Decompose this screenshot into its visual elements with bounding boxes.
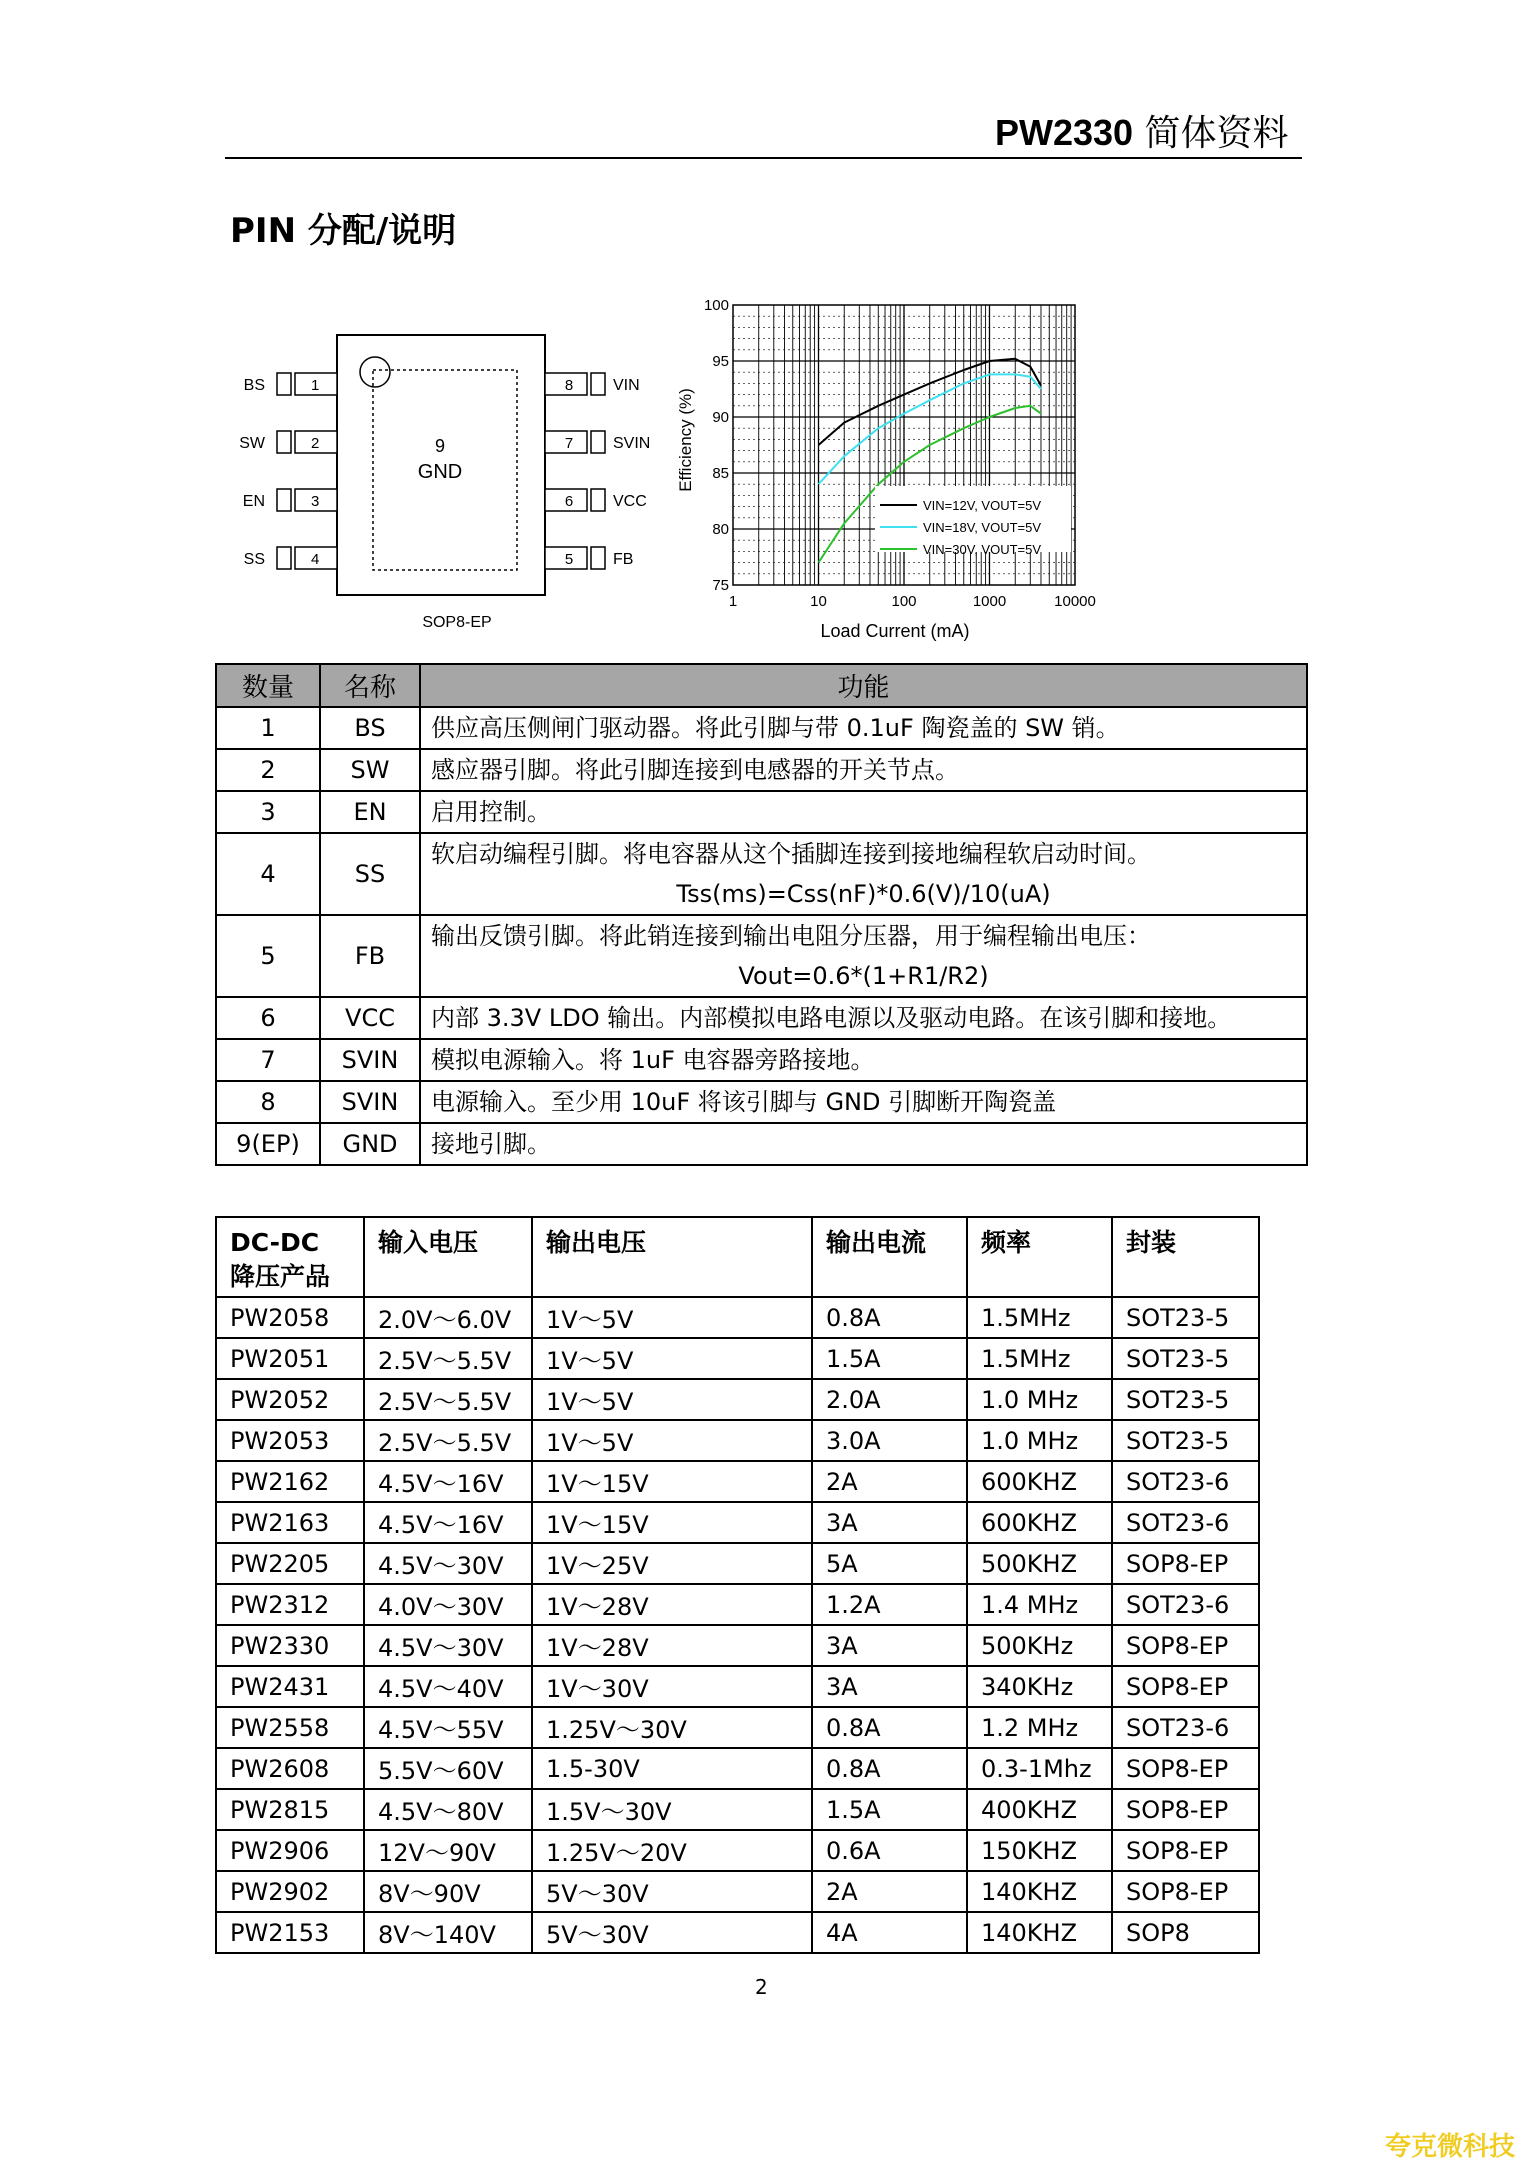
product-cell: 0.3-1Mhz <box>967 1748 1112 1789</box>
product-cell: 5A <box>812 1543 967 1584</box>
product-cell: 4.5V～30V <box>364 1543 532 1584</box>
product-table-row <box>216 1420 1259 1461</box>
product-cell: 4.5V～55V <box>364 1707 532 1748</box>
header-function: 功能 <box>420 664 1307 707</box>
product-cell: SOT23-6 <box>1112 1584 1259 1625</box>
product-cell: SOP8-EP <box>1112 1625 1259 1666</box>
product-cell: 0.8A <box>812 1707 967 1748</box>
product-cell: 3A <box>812 1666 967 1707</box>
product-cell: 1V～30V <box>532 1666 812 1707</box>
product-cell: SOP8-EP <box>1112 1830 1259 1871</box>
x-axis-label: Load Current (mA) <box>820 621 970 641</box>
pin-lead-left <box>277 431 291 453</box>
pin-num-cell: 9(EP) <box>216 1123 320 1165</box>
product-header-cell: 封装 <box>1112 1217 1259 1297</box>
product-cell: SOT23-5 <box>1112 1420 1259 1461</box>
product-cell: SOP8-EP <box>1112 1748 1259 1789</box>
x-tick-label: 1000 <box>972 593 1007 610</box>
product-cell: 1.2A <box>812 1584 967 1625</box>
product-header-cell: 频率 <box>967 1217 1112 1297</box>
product-cell: 5.5V～60V <box>364 1748 532 1789</box>
product-cell: 2A <box>812 1871 967 1912</box>
product-cell: 150KHZ <box>967 1830 1112 1871</box>
product-table-row <box>216 1379 1259 1420</box>
pin-table-header-row <box>216 664 1307 707</box>
pin-num-cell: 4 <box>216 833 320 915</box>
product-table-row <box>216 1584 1259 1625</box>
pin-lead-right <box>591 373 605 395</box>
product-table-row <box>216 1830 1259 1871</box>
y-tick-label: 90 <box>712 409 729 426</box>
product-cell: 2.0V～6.0V <box>364 1297 532 1338</box>
product-cell: PW2312 <box>216 1584 364 1625</box>
chart-legend <box>875 486 1071 557</box>
pad-label: GND <box>417 461 463 483</box>
pin-formula: Tss(ms)=Css(nF)*0.6(V)/10(uA) <box>676 880 1051 908</box>
product-cell: SOT23-6 <box>1112 1502 1259 1543</box>
product-cell: PW2163 <box>216 1502 364 1543</box>
product-cell: 8V～140V <box>364 1912 532 1953</box>
pin-name-cell: FB <box>320 915 420 997</box>
product-cell: 1V～5V <box>532 1379 812 1420</box>
x-tick-label: 10 <box>810 593 827 610</box>
product-table-row <box>216 1502 1259 1543</box>
pin-function-text: 软启动编程引脚。将电容器从这个插脚连接到接地编程软启动时间。 <box>431 840 1151 868</box>
y-axis-label: Efficiency (%) <box>676 388 695 492</box>
product-cell: 600KHZ <box>967 1502 1112 1543</box>
product-cell: 1V～5V <box>532 1338 812 1379</box>
pin-diagram <box>225 290 651 640</box>
product-header-cell: DC-DC 降压产品 <box>216 1217 364 1297</box>
pin-table-row <box>216 1123 1307 1165</box>
pin-name-cell: BS <box>320 707 420 749</box>
pin-function-cell <box>420 1123 1307 1165</box>
pin-name-cell: SVIN <box>320 1039 420 1081</box>
pin-number: 8 <box>564 377 574 394</box>
pin-table-row <box>216 791 1307 833</box>
product-cell: 500KHz <box>967 1625 1112 1666</box>
product-cell: 1.5A <box>812 1789 967 1830</box>
pin-name-cell: SW <box>320 749 420 791</box>
product-header-cell: 输出电流 <box>812 1217 967 1297</box>
pin-number: 6 <box>564 493 574 510</box>
pin-name-cell: SVIN <box>320 1081 420 1123</box>
product-cell: 0.6A <box>812 1830 967 1871</box>
product-table-row <box>216 1666 1259 1707</box>
pin-function-text: 接地引脚。 <box>431 1130 551 1158</box>
pin-lead-right <box>591 547 605 569</box>
product-table-row <box>216 1707 1259 1748</box>
product-cell: PW2608 <box>216 1748 364 1789</box>
pin-function-text: 电源输入。至少用 10uF 将该引脚与 GND 引脚断开陶瓷盖 <box>431 1088 1057 1116</box>
product-cell: 1.0 MHz <box>967 1420 1112 1461</box>
product-cell: SOP8-EP <box>1112 1543 1259 1584</box>
pin-function-cell <box>420 791 1307 833</box>
pin-name-fb: FB <box>613 551 634 568</box>
package-name: SOP8-EP <box>422 614 492 631</box>
product-cell: SOT23-6 <box>1112 1707 1259 1748</box>
part-number: PW2330 <box>995 112 1134 153</box>
pin-function-text: 输出反馈引脚。将此销连接到输出电阻分压器，用于编程输出电压： <box>431 922 1151 950</box>
pin-table-row <box>216 749 1307 791</box>
product-cell: 1.0 MHz <box>967 1379 1112 1420</box>
legend-label: VIN=18V, VOUT=5V <box>923 520 1042 535</box>
pin-name-sw: SW <box>239 435 265 452</box>
header-num: 数量 <box>216 664 320 707</box>
product-cell: 1.5V～30V <box>532 1789 812 1830</box>
pin-table-row <box>216 997 1307 1039</box>
product-cell: SOP8-EP <box>1112 1666 1259 1707</box>
product-cell: 4.5V～30V <box>364 1625 532 1666</box>
product-cell: 1V～5V <box>532 1420 812 1461</box>
pin-function-text: 内部 3.3V LDO 输出。内部模拟电路电源以及驱动电路。在该引脚和接地。 <box>431 1004 1232 1032</box>
pin-function-text: 模拟电源输入。将 1uF 电容器旁路接地。 <box>431 1046 875 1074</box>
product-cell: PW2051 <box>216 1338 364 1379</box>
pin-lead-left <box>277 373 291 395</box>
product-cell: 1.25V～20V <box>532 1830 812 1871</box>
product-cell: 140KHZ <box>967 1912 1112 1953</box>
pin-function-cell <box>420 1081 1307 1123</box>
pin-name-bs: BS <box>243 377 265 394</box>
pin-name-cell: EN <box>320 791 420 833</box>
x-tick-label: 10000 <box>1054 593 1096 610</box>
x-tick-label: 1 <box>728 593 738 610</box>
pin-name-svin: SVIN <box>613 435 651 452</box>
product-cell: 4.5V～40V <box>364 1666 532 1707</box>
product-cell: SOT23-5 <box>1112 1338 1259 1379</box>
product-cell: SOP8 <box>1112 1912 1259 1953</box>
pin-table-row <box>216 915 1307 997</box>
pin-lead-right <box>591 431 605 453</box>
pin-lead-left <box>277 547 291 569</box>
product-cell: 1V～28V <box>532 1625 812 1666</box>
product-cell: 1V～28V <box>532 1584 812 1625</box>
product-cell: 600KHZ <box>967 1461 1112 1502</box>
product-cell: PW2153 <box>216 1912 364 1953</box>
header-name: 名称 <box>320 664 420 707</box>
pin-name-en: EN <box>242 493 265 510</box>
product-cell: 3A <box>812 1625 967 1666</box>
product-cell: PW2052 <box>216 1379 364 1420</box>
pin-number: 4 <box>311 551 320 568</box>
product-header-cell: 输入电压 <box>364 1217 532 1297</box>
product-cell: SOP8-EP <box>1112 1871 1259 1912</box>
pin-num-cell: 2 <box>216 749 320 791</box>
pin-function-cell <box>420 915 1307 997</box>
product-cell: 4.5V～16V <box>364 1502 532 1543</box>
product-cell: 1V～5V <box>532 1297 812 1338</box>
pin-lead-right <box>591 489 605 511</box>
product-table-header-row <box>216 1217 1259 1297</box>
product-cell: 1V～15V <box>532 1502 812 1543</box>
pin-table-row <box>216 833 1307 915</box>
pin-num-cell: 5 <box>216 915 320 997</box>
pin-number: 3 <box>311 493 320 510</box>
pin-name-cell: SS <box>320 833 420 915</box>
pin-table-row <box>216 1039 1307 1081</box>
product-cell: 1.5-30V <box>532 1748 812 1789</box>
pin-num-cell: 6 <box>216 997 320 1039</box>
pin-name-cell: GND <box>320 1123 420 1165</box>
product-cell: 1.25V～30V <box>532 1707 812 1748</box>
y-tick-label: 95 <box>712 353 729 370</box>
y-tick-label: 85 <box>712 465 729 482</box>
title-suffix: 简体资料 <box>1144 113 1289 154</box>
pin-function-cell <box>420 997 1307 1039</box>
product-cell: 1.4 MHz <box>967 1584 1112 1625</box>
pin-name-ss: SS <box>243 551 265 568</box>
product-table-row <box>216 1871 1259 1912</box>
product-cell: 400KHZ <box>967 1789 1112 1830</box>
pin-number: 2 <box>311 435 320 452</box>
product-table-row <box>216 1543 1259 1584</box>
pin-formula: Vout=0.6*(1+R1/R2) <box>738 962 989 990</box>
pin-lead-left <box>277 489 291 511</box>
product-cell: 2A <box>812 1461 967 1502</box>
product-cell: PW2330 <box>216 1625 364 1666</box>
pin-name-cell: VCC <box>320 997 420 1039</box>
pin-number: 7 <box>564 435 574 452</box>
product-cell: 1.5A <box>812 1338 967 1379</box>
product-cell: SOP8-EP <box>1112 1789 1259 1830</box>
y-tick-label: 75 <box>712 577 729 594</box>
legend-label: VIN=12V, VOUT=5V <box>923 498 1042 513</box>
product-table-row <box>216 1461 1259 1502</box>
product-cell: PW2205 <box>216 1543 364 1584</box>
product-table-row <box>216 1789 1259 1830</box>
product-cell: 2.0A <box>812 1379 967 1420</box>
product-header-cell: 输出电压 <box>532 1217 812 1297</box>
product-cell: 1.5MHz <box>967 1338 1112 1379</box>
pin-function-text: 供应高压侧闸门驱动器。将此引脚与带 0.1uF 陶瓷盖的 SW 销。 <box>431 714 1120 742</box>
document-title <box>995 105 1289 156</box>
product-cell: 500KHZ <box>967 1543 1112 1584</box>
product-cell: SOT23-6 <box>1112 1461 1259 1502</box>
pin-num-cell: 1 <box>216 707 320 749</box>
product-cell: 4.5V～16V <box>364 1461 532 1502</box>
product-cell: PW2902 <box>216 1871 364 1912</box>
pin-function-cell <box>420 833 1307 915</box>
product-cell: 3.0A <box>812 1420 967 1461</box>
product-cell: SOT23-5 <box>1112 1297 1259 1338</box>
product-cell: 2.5V～5.5V <box>364 1379 532 1420</box>
product-cell: 12V～90V <box>364 1830 532 1871</box>
product-table <box>215 1216 1260 1954</box>
product-cell: 340KHz <box>967 1666 1112 1707</box>
pin-name-vcc: VCC <box>613 493 647 510</box>
product-cell: PW2058 <box>216 1297 364 1338</box>
product-table-row <box>216 1912 1259 1953</box>
pin-num-cell: 7 <box>216 1039 320 1081</box>
section-title: PIN 分配/说明 <box>230 211 457 251</box>
pin-function-cell <box>420 749 1307 791</box>
product-cell: 0.8A <box>812 1297 967 1338</box>
pad-number: 9 <box>434 436 446 456</box>
pin-name-vin: VIN <box>613 377 640 394</box>
product-table-row <box>216 1297 1259 1338</box>
product-table-row <box>216 1338 1259 1379</box>
pin-number: 5 <box>564 551 574 568</box>
product-cell: 1V～25V <box>532 1543 812 1584</box>
product-cell: PW2906 <box>216 1830 364 1871</box>
product-cell: 2.5V～5.5V <box>364 1420 532 1461</box>
pin-function-cell <box>420 707 1307 749</box>
pin-function-text: 启用控制。 <box>431 798 551 826</box>
product-cell: 1.5MHz <box>967 1297 1112 1338</box>
product-cell: 5V～30V <box>532 1912 812 1953</box>
pin-table-row <box>216 707 1307 749</box>
legend-label: VIN=30V, VOUT=5V <box>923 542 1042 557</box>
x-tick-label: 100 <box>891 593 917 610</box>
product-cell: 140KHZ <box>967 1871 1112 1912</box>
product-table-row <box>216 1625 1259 1666</box>
product-cell: 4.5V～80V <box>364 1789 532 1830</box>
product-cell: 8V～90V <box>364 1871 532 1912</box>
product-cell: 1.2 MHz <box>967 1707 1112 1748</box>
product-cell: PW2431 <box>216 1666 364 1707</box>
product-cell: PW2162 <box>216 1461 364 1502</box>
product-cell: 4.0V～30V <box>364 1584 532 1625</box>
pin-table-row <box>216 1081 1307 1123</box>
pin-num-cell: 3 <box>216 791 320 833</box>
product-cell: SOT23-5 <box>1112 1379 1259 1420</box>
pin-function-cell <box>420 1039 1307 1081</box>
product-cell: 5V～30V <box>532 1871 812 1912</box>
pin-num-cell: 8 <box>216 1081 320 1123</box>
product-cell: 4A <box>812 1912 967 1953</box>
product-cell: PW2558 <box>216 1707 364 1748</box>
pin-number: 1 <box>311 377 320 394</box>
product-cell: 2.5V～5.5V <box>364 1338 532 1379</box>
watermark: 夸克微科技 <box>1385 2132 1516 2162</box>
page-number: 2 <box>755 1975 768 1999</box>
y-tick-label: 100 <box>703 297 729 314</box>
pin-table <box>215 663 1308 1166</box>
efficiency-chart <box>675 290 1095 650</box>
y-tick-label: 80 <box>712 521 729 538</box>
product-table-row <box>216 1748 1259 1789</box>
product-cell: PW2815 <box>216 1789 364 1830</box>
product-cell: 3A <box>812 1502 967 1543</box>
product-cell: 1V～15V <box>532 1461 812 1502</box>
product-cell: 0.8A <box>812 1748 967 1789</box>
product-cell: PW2053 <box>216 1420 364 1461</box>
pin-function-text: 感应器引脚。将此引脚连接到电感器的开关节点。 <box>431 756 959 784</box>
header-rule <box>225 157 1302 159</box>
